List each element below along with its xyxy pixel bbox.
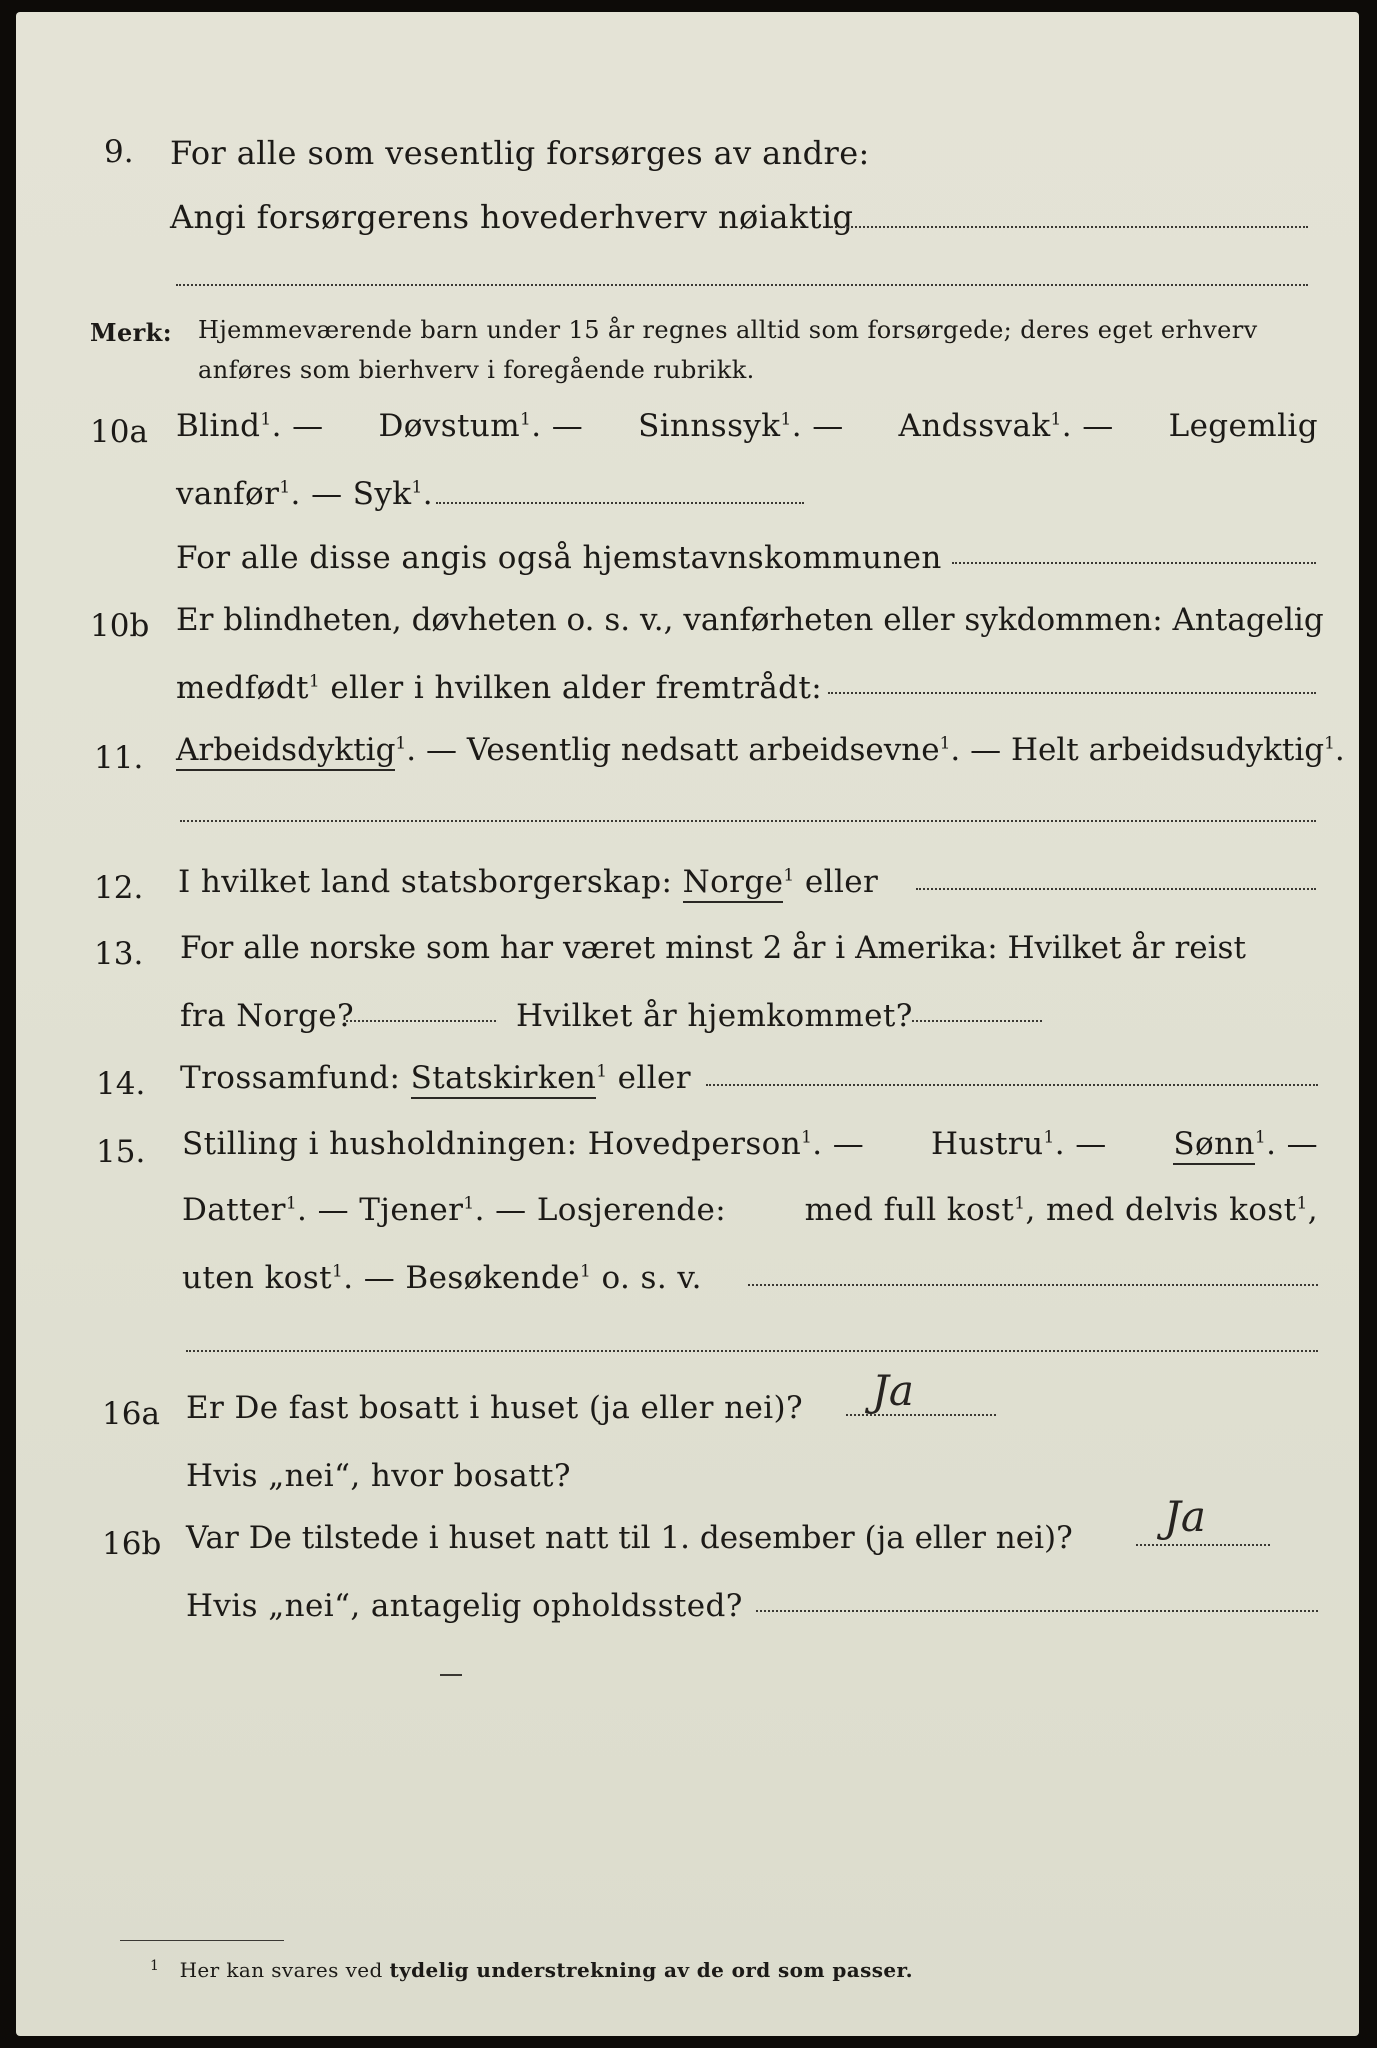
q11-line: Arbeidsdyktig$^1$. — Vesentlig nedsatt arbeidsevne$^1$. — Helt arbeidsudyktig$^1$. bbox=[176, 732, 1345, 768]
q14-trossamfund-field[interactable] bbox=[706, 1084, 1318, 1086]
option-helt-udyktig[interactable]: Helt arbeidsudyktig bbox=[1010, 732, 1325, 768]
q9-line2: Angi forsørgerens hovederhverv nøiaktig bbox=[170, 198, 854, 236]
option-blind[interactable]: Blind bbox=[176, 408, 261, 444]
q10a-hjemstavn-field[interactable] bbox=[952, 562, 1316, 564]
option-sinnssyk[interactable]: Sinnssyk bbox=[638, 408, 781, 444]
option-legemlig[interactable]: Legemlig bbox=[1168, 408, 1318, 444]
option-norge-underlined[interactable]: Norge bbox=[683, 864, 784, 903]
q9-answer-field-2[interactable] bbox=[176, 284, 1308, 286]
option-besokende[interactable]: Besøkende bbox=[405, 1260, 581, 1296]
option-vesentlig[interactable]: Vesentlig nedsatt arbeidsevne bbox=[466, 732, 940, 768]
q10a-line1: Blind$^1$. — Døvstum$^1$. — Sinnssyk$^1$. — Andssvak$^1$. — Legemlig bbox=[176, 408, 1318, 444]
q11-answer-field[interactable] bbox=[180, 820, 1316, 822]
q10b-alder-field[interactable] bbox=[828, 692, 1316, 694]
q16a-answer-field[interactable] bbox=[846, 1414, 996, 1416]
q15-answer-field-2[interactable] bbox=[186, 1350, 1318, 1352]
q10b-line1: Er blindheten, døvheten o. s. v., vanførheten eller sykdommen: Antagelig bbox=[176, 602, 1324, 638]
option-vanfor[interactable]: vanfør bbox=[176, 476, 280, 512]
option-med-full-kost[interactable]: med full kost bbox=[804, 1192, 1015, 1228]
q9-answer-field[interactable] bbox=[828, 226, 1308, 228]
q16b-number: 16b bbox=[102, 1526, 162, 1562]
q9-line1: For alle som vesentlig forsørges av andre: bbox=[170, 134, 870, 172]
footnote-rule bbox=[120, 1940, 284, 1941]
option-hustru[interactable]: Hustru bbox=[930, 1126, 1044, 1162]
q11-number: 11. bbox=[94, 740, 144, 776]
q16b-answer-field[interactable] bbox=[1136, 1544, 1270, 1546]
q16b-handwritten-answer: Ja bbox=[1164, 1492, 1206, 1541]
q10a-syk-field[interactable] bbox=[436, 502, 804, 504]
q16b-opholdssted-field[interactable] bbox=[756, 1610, 1318, 1612]
q15-stilling-field[interactable] bbox=[748, 1284, 1318, 1286]
q16b-line1: Var De tilstede i huset natt til 1. desember (ja eller nei)? bbox=[186, 1520, 1073, 1556]
q12-line: I hvilket land statsborgerskap: Norge$^1$ eller bbox=[178, 864, 878, 900]
q16a-line2: Hvis „nei“, hvor bosatt? bbox=[186, 1458, 571, 1494]
q13-number: 13. bbox=[94, 936, 144, 972]
option-uten-kost[interactable]: uten kost bbox=[182, 1260, 333, 1296]
q13-line1: For alle norske som har været minst 2 år i Amerika: Hvilket år reist bbox=[180, 930, 1246, 966]
option-sonn-underlined[interactable]: Sønn bbox=[1173, 1126, 1254, 1165]
q16a-number: 16a bbox=[102, 1396, 160, 1432]
q15-line3: uten kost$^1$. — Besøkende$^1$ o. s. v. bbox=[182, 1260, 702, 1296]
q14-line: Trossamfund: Statskirken$^1$ eller bbox=[180, 1060, 691, 1096]
q16b-line2: Hvis „nei“, antagelig opholdssted? bbox=[186, 1588, 743, 1624]
merk-line2: anføres som bierhverv i foregående rubrikk. bbox=[198, 356, 755, 384]
q15-line2: Datter$^1$. — Tjener$^1$. — Losjerende: med full kost$^1$, med delvis kost$^1$, bbox=[182, 1192, 1318, 1228]
option-datter[interactable]: Datter bbox=[182, 1192, 286, 1228]
q15-line1: Stilling i husholdningen: Hovedperson$^1$. — Hustru$^1$. — Sønn$^1$. — bbox=[182, 1126, 1318, 1162]
q13-hjemkommet-field[interactable] bbox=[912, 1020, 1042, 1022]
footnote-mark: 1 bbox=[150, 1958, 160, 1974]
merk-line1: Hjemmeværende barn under 15 år regnes alltid som forsørgede; deres eget erhverv bbox=[198, 316, 1258, 344]
option-med-delvis-kost[interactable]: med delvis kost bbox=[1045, 1192, 1297, 1228]
q15-number: 15. bbox=[96, 1134, 146, 1170]
q10b-line2: medfødt$^1$ eller i hvilken alder fremtrådt: bbox=[176, 670, 823, 706]
footnote: $^1$ Her kan svares ved tydelig understrekning av de ord som passer. bbox=[150, 1958, 913, 1982]
option-medfodt[interactable]: medfødt bbox=[176, 670, 309, 706]
q16a-handwritten-answer: Ja bbox=[872, 1366, 914, 1415]
q9-number: 9. bbox=[104, 134, 134, 170]
q10a-line2: vanfør$^1$. — Syk$^1$. bbox=[176, 476, 433, 512]
q14-number: 14. bbox=[96, 1066, 146, 1102]
q10b-number: 10b bbox=[90, 608, 150, 644]
q16a-line1: Er De fast bosatt i huset (ja eller nei)? bbox=[186, 1390, 804, 1426]
q12-land-field[interactable] bbox=[916, 888, 1316, 890]
q12-number: 12. bbox=[94, 870, 144, 906]
stray-mark bbox=[440, 1674, 462, 1676]
q13-fra-norge: fra Norge? bbox=[180, 998, 355, 1034]
census-form-page bbox=[16, 12, 1359, 2036]
q10a-line3: For alle disse angis også hjemstavnskommunen bbox=[176, 540, 942, 576]
option-dovstum[interactable]: Døvstum bbox=[378, 408, 521, 444]
option-statskirken-underlined[interactable]: Statskirken bbox=[411, 1060, 597, 1099]
merk-label: Merk: bbox=[90, 318, 172, 347]
q10a-number: 10a bbox=[90, 414, 148, 450]
option-syk[interactable]: Syk bbox=[352, 476, 412, 512]
q13-reist-field[interactable] bbox=[346, 1020, 496, 1022]
q13-hjemkommet: Hvilket år hjemkommet? bbox=[516, 998, 913, 1034]
option-andssvak[interactable]: Andssvak bbox=[898, 408, 1051, 444]
option-arbeidsdyktig-underlined[interactable]: Arbeidsdyktig bbox=[176, 732, 395, 771]
option-tjener[interactable]: Tjener bbox=[359, 1192, 464, 1228]
